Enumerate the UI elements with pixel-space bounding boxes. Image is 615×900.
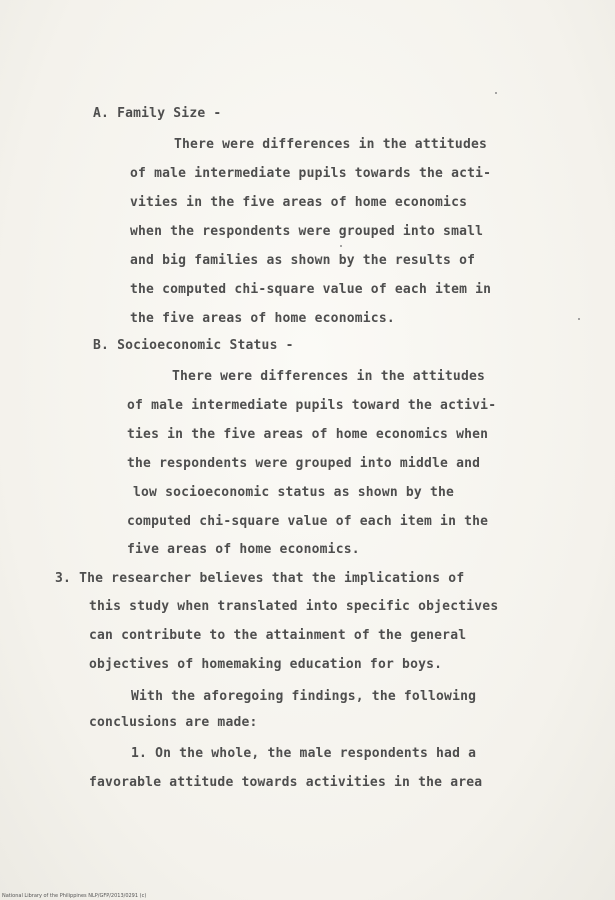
- text-line: computed chi-square value of each item in the: [127, 514, 489, 529]
- text-line: conclusions are made:: [89, 715, 258, 730]
- section-heading-b: B. Socioeconomic Status -: [93, 338, 294, 353]
- numbered-item-3: 3. The researcher believes that the implications of: [55, 571, 465, 586]
- text-line: when the respondents were grouped into small: [130, 224, 484, 239]
- text-line: With the aforegoing findings, the following: [131, 689, 477, 704]
- scan-speck: [495, 92, 497, 94]
- text-line: of male intermediate pupils towards the acti-: [130, 166, 492, 181]
- text-line: can contribute to the attainment of the general: [89, 628, 467, 643]
- text-line: the computed chi-square value of each item in: [130, 282, 492, 297]
- text-line: of male intermediate pupils toward the activi-: [127, 398, 497, 413]
- text-line: objectives of homemaking education for boys.: [89, 657, 443, 672]
- text-line: There were differences in the attitudes: [172, 369, 486, 384]
- conclusion-item-1: 1. On the whole, the male respondents had a: [131, 746, 477, 761]
- section-heading-a: A. Family Size -: [93, 106, 222, 121]
- text-line: the respondents were grouped into middle and: [127, 456, 481, 471]
- text-line: There were differences in the attitudes: [174, 137, 488, 152]
- scan-speck: [578, 318, 580, 320]
- text-line: low socioeconomic status as shown by the: [133, 485, 455, 500]
- scan-speck: [340, 245, 342, 247]
- text-line: vities in the five areas of home economics: [130, 195, 468, 210]
- text-line: the five areas of home economics.: [130, 311, 395, 326]
- text-line: favorable attitude towards activities in the area: [89, 775, 483, 790]
- text-line: and big families as shown by the results of: [130, 253, 476, 268]
- text-line: this study when translated into specific objectives: [89, 599, 499, 614]
- text-line: ties in the five areas of home economics when: [127, 427, 489, 442]
- scan-footer: National Library of the Philippines NLP/GFP/2013/0291 (c): [2, 893, 147, 899]
- text-line: five areas of home economics.: [127, 542, 360, 557]
